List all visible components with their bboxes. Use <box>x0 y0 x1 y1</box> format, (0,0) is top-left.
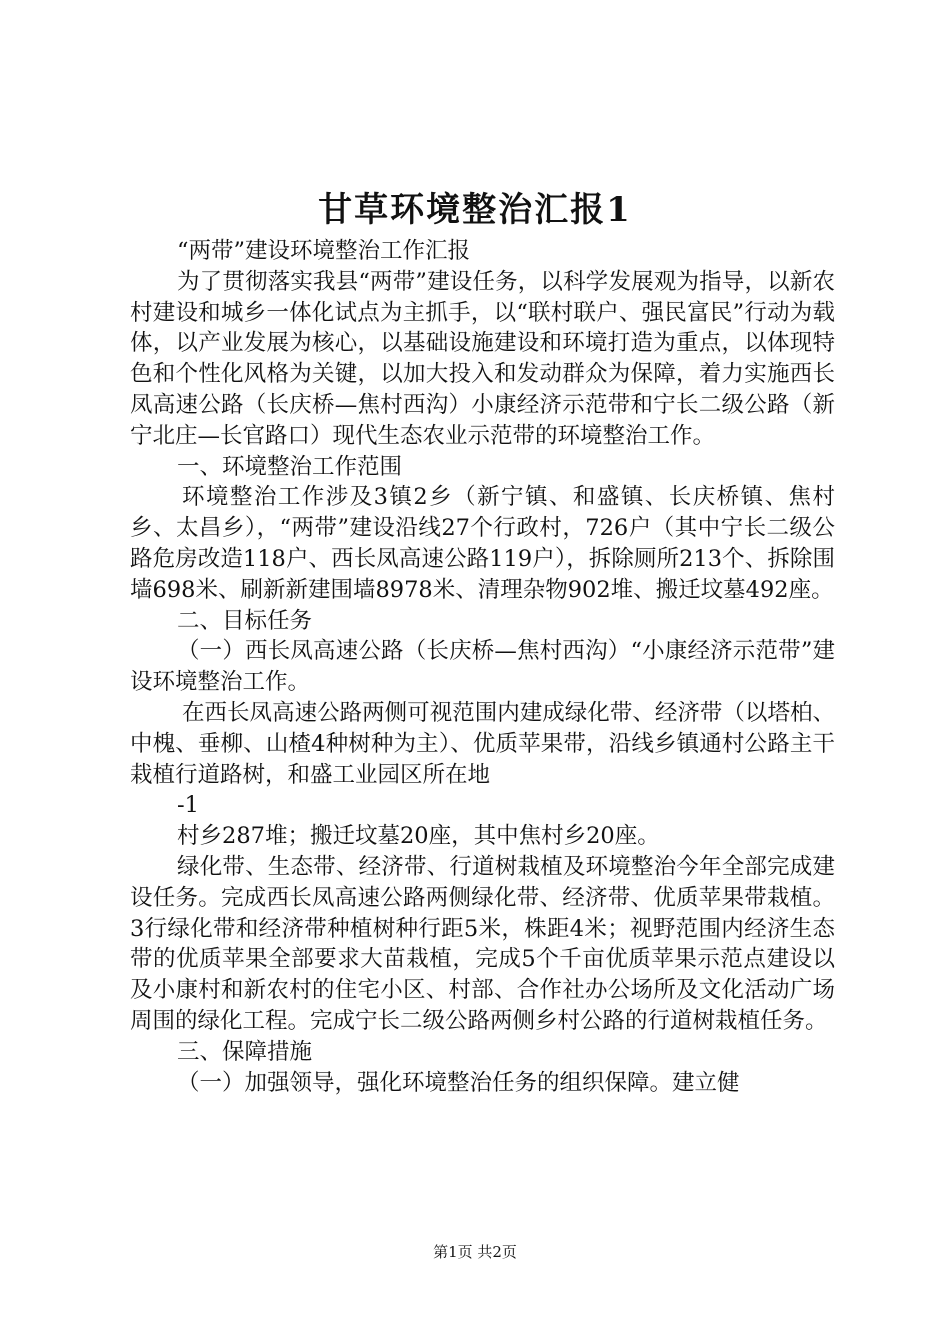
report-subtitle: “两带”建设环境整治工作汇报 <box>177 238 471 264</box>
planting-paragraph: 绿化带、生态带、经济带、行道树栽植及环境整治今年全部完成建设任务。完成西长凤高速公路两侧绿化带、经济带、优质苹果带栽植。3行绿化带和经济带种植树种行距5米，株距4米；视野范围内经济生态带的优质苹果全部要求大苗栽植，完成5个千亩优质苹果示范点建设以及小康村和新农村的住宅小区、村部、合作社办公场所及文化活动广场周围的绿化工程。完成宁长二级公路两侧乡村公路的行道树栽植任务。 <box>130 853 835 1034</box>
section-heading-measures: 三、保障措施 <box>177 1038 313 1065</box>
section-heading-goals: 二、目标任务 <box>177 607 313 634</box>
scope-paragraph: 环境整治工作涉及3镇2乡（新宁镇、和盛镇、长庆桥镇、焦村乡、太昌乡），“两带”建设沿线27个行政村，726户（其中宁长二级公路危房改造118户、西长凤高速公路119户），拆除厕所213个、拆除围墙698米、刷新新建围墙8978米、清理杂物902堆、搬迁坟墓492座。 <box>130 484 835 603</box>
intro-paragraph: 为了贯彻落实我县“两带”建设任务，以科学发展观为指导，以新农村建设和城乡一体化试点为主抓手，以“联村联户、强民富民”行动为载体，以产业发展为核心，以基础设施建设和环境打造为重点，以体现特色和个性化风格为关键，以加大投入和发动群众为保障，着力实施西长凤高速公路（长庆桥—焦村西沟）小康经济示范带和宁长二级公路（新宁北庄—长官路口）现代生态农业示范带的环境整治工作。 <box>130 268 835 449</box>
document-title: 甘草环境整治汇报1 <box>318 190 632 230</box>
page-break-marker: -1 <box>177 792 199 819</box>
continuation-paragraph: 村乡287堆；搬迁坟墓20座，其中焦村乡20座。 <box>177 823 660 850</box>
page-footer: 第1页 共2页 <box>433 1243 517 1261</box>
measure-paragraph-1: （一）加强领导，强化环境整治任务的组织保障。建立健 <box>177 1069 740 1096</box>
section-heading-scope: 一、环境整治工作范围 <box>177 453 403 480</box>
document-body <box>130 236 835 1098</box>
goal-subheading-1: （一）西长凤高速公路（长庆桥—焦村西沟）“小康经济示范带”建设环境整治工作。 <box>130 638 835 696</box>
goal-paragraph-1: 在西长凤高速公路两侧可视范围内建成绿化带、经济带（以塔柏、中槐、垂柳、山楂4种树种为主）、优质苹果带，沿线乡镇通村公路主干栽植行道路树，和盛工业园区所在地 <box>130 699 835 788</box>
